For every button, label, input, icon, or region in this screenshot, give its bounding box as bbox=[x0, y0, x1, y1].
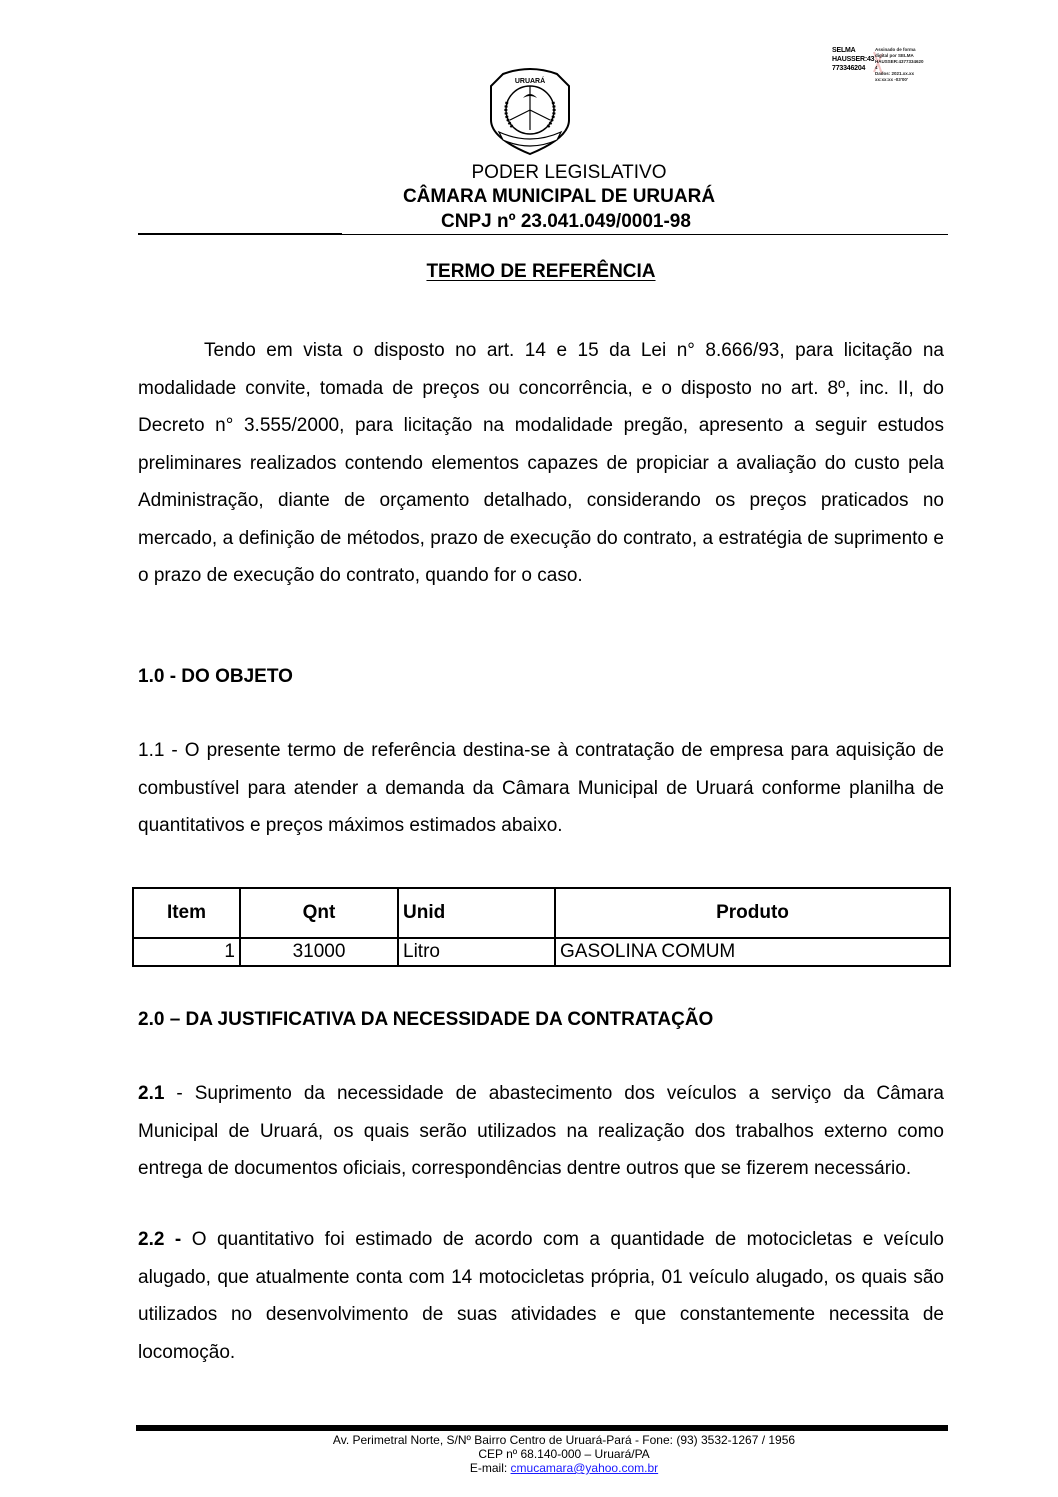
header-institution: CÂMARA MUNICIPAL DE URUARÁ bbox=[402, 186, 716, 207]
table-header-row bbox=[133, 888, 950, 938]
signature-detail-line: Dados: 2021.xx.xx bbox=[875, 71, 915, 76]
column-header-unid: Unid bbox=[398, 888, 555, 938]
header-cnpj: CNPJ nº 23.041.049/0001-98 bbox=[441, 211, 691, 232]
cell-item: 1 bbox=[133, 938, 240, 966]
signer-name bbox=[832, 46, 874, 73]
footer-email-label: E-mail: bbox=[469, 1461, 511, 1475]
items-table bbox=[132, 887, 951, 967]
header-branch: PODER LEGISLATIVO bbox=[471, 162, 667, 183]
signature-detail-line: xx:xx:xx -03'00' bbox=[875, 77, 908, 82]
footer-email-line bbox=[0, 1461, 1058, 1475]
signature-details bbox=[875, 47, 924, 83]
cell-unid: Litro bbox=[398, 938, 555, 966]
document-title-text: TERMO DE REFERÊNCIA bbox=[426, 261, 656, 282]
column-header-qnt: Qnt bbox=[240, 888, 398, 938]
section-2-2-label: 2.2 - bbox=[138, 1229, 182, 1250]
signature-detail-line: HAUSSER:4377334620 bbox=[875, 59, 924, 64]
footer-email-link[interactable]: cmucamara@yahoo.com.br bbox=[510, 1461, 659, 1475]
cell-produto: GASOLINA COMUM bbox=[555, 938, 950, 966]
section-2-2-paragraph bbox=[138, 1221, 944, 1371]
column-header-produto: Produto bbox=[555, 888, 950, 938]
section-2-1-label: 2.1 bbox=[138, 1083, 165, 1104]
header-divider-thin bbox=[342, 234, 948, 235]
footer-cep: CEP nº 68.140-000 – Uruará/PA bbox=[478, 1447, 650, 1461]
column-header-item: Item bbox=[133, 888, 240, 938]
section-2-1-paragraph bbox=[138, 1075, 944, 1188]
digital-signature-stamp bbox=[832, 46, 952, 86]
footer-address: Av. Perimetral Norte, S/Nº Bairro Centro de Uruará-Pará - Fone: (93) 3532-1267 / 1956 bbox=[332, 1433, 796, 1447]
signer-line: HAUSSER:43 bbox=[832, 56, 875, 63]
signer-line: SELMA bbox=[832, 47, 856, 54]
table-row bbox=[133, 938, 950, 966]
crest-label: URUARÁ bbox=[514, 78, 546, 85]
municipal-crest-icon bbox=[483, 64, 577, 156]
signature-detail-line: digital por SELMA bbox=[875, 53, 914, 58]
signature-detail-line: 4 bbox=[875, 65, 878, 70]
section-1-heading: 1.0 - DO OBJETO bbox=[138, 666, 293, 687]
signature-detail-line: Assinado de forma bbox=[875, 47, 916, 52]
header-divider-thick bbox=[138, 233, 342, 235]
footer-divider bbox=[136, 1425, 948, 1431]
section-2-heading: 2.0 – DA JUSTIFICATIVA DA NECESSIDADE DA CONTRATAÇÃO bbox=[138, 1009, 714, 1030]
intro-paragraph: Tendo em vista o disposto no art. 14 e 15 da Lei n° 8.666/93, para licitação na modalidade convite, tomada de preços ou concorrência, e o disposto no art. 8º, inc. II, do Decreto n° 3.555/2000, para licitação na modalidade pregão, apresento a seguir estudos preliminares realizados contendo elementos capazes de propiciar a avaliação do custo pela Administração, diante de orçamento detalhado, considerando os preços praticados no mercado, a definição de métodos, prazo de execução do contrato, a estratégia de suprimento e o prazo de execução do contrato, quando for o caso. bbox=[138, 340, 944, 586]
signer-line: 773346204 bbox=[832, 65, 866, 72]
cell-qnt: 31000 bbox=[240, 938, 398, 966]
section-1-1-paragraph: 1.1 - O presente termo de referência destina-se à contratação de empresa para aquisição de combustível para atender a demanda da Câmara Municipal de Uruará conforme planilha de quantitativos e preços máximos estimados abaixo. bbox=[138, 740, 944, 836]
section-2-1-text: - Suprimento da necessidade de abastecimento dos veículos a serviço da Câmara Municipal de Uruará, os quais serão utilizados na realização dos trabalhos externo como entrega de documentos oficiais, correspondências dentre outros que se fizerem necessário. bbox=[138, 1083, 944, 1179]
section-2-2-text: O quantitativo foi estimado de acordo com a quantidade de motocicletas e veículo alugado, que atualmente conta com 14 motocicletas própria, 01 veículo alugado, os quais são utilizados no desenvolvimento de suas atividades e que constantemente necessita de locomoção. bbox=[138, 1229, 944, 1363]
document-title bbox=[0, 260, 1058, 284]
